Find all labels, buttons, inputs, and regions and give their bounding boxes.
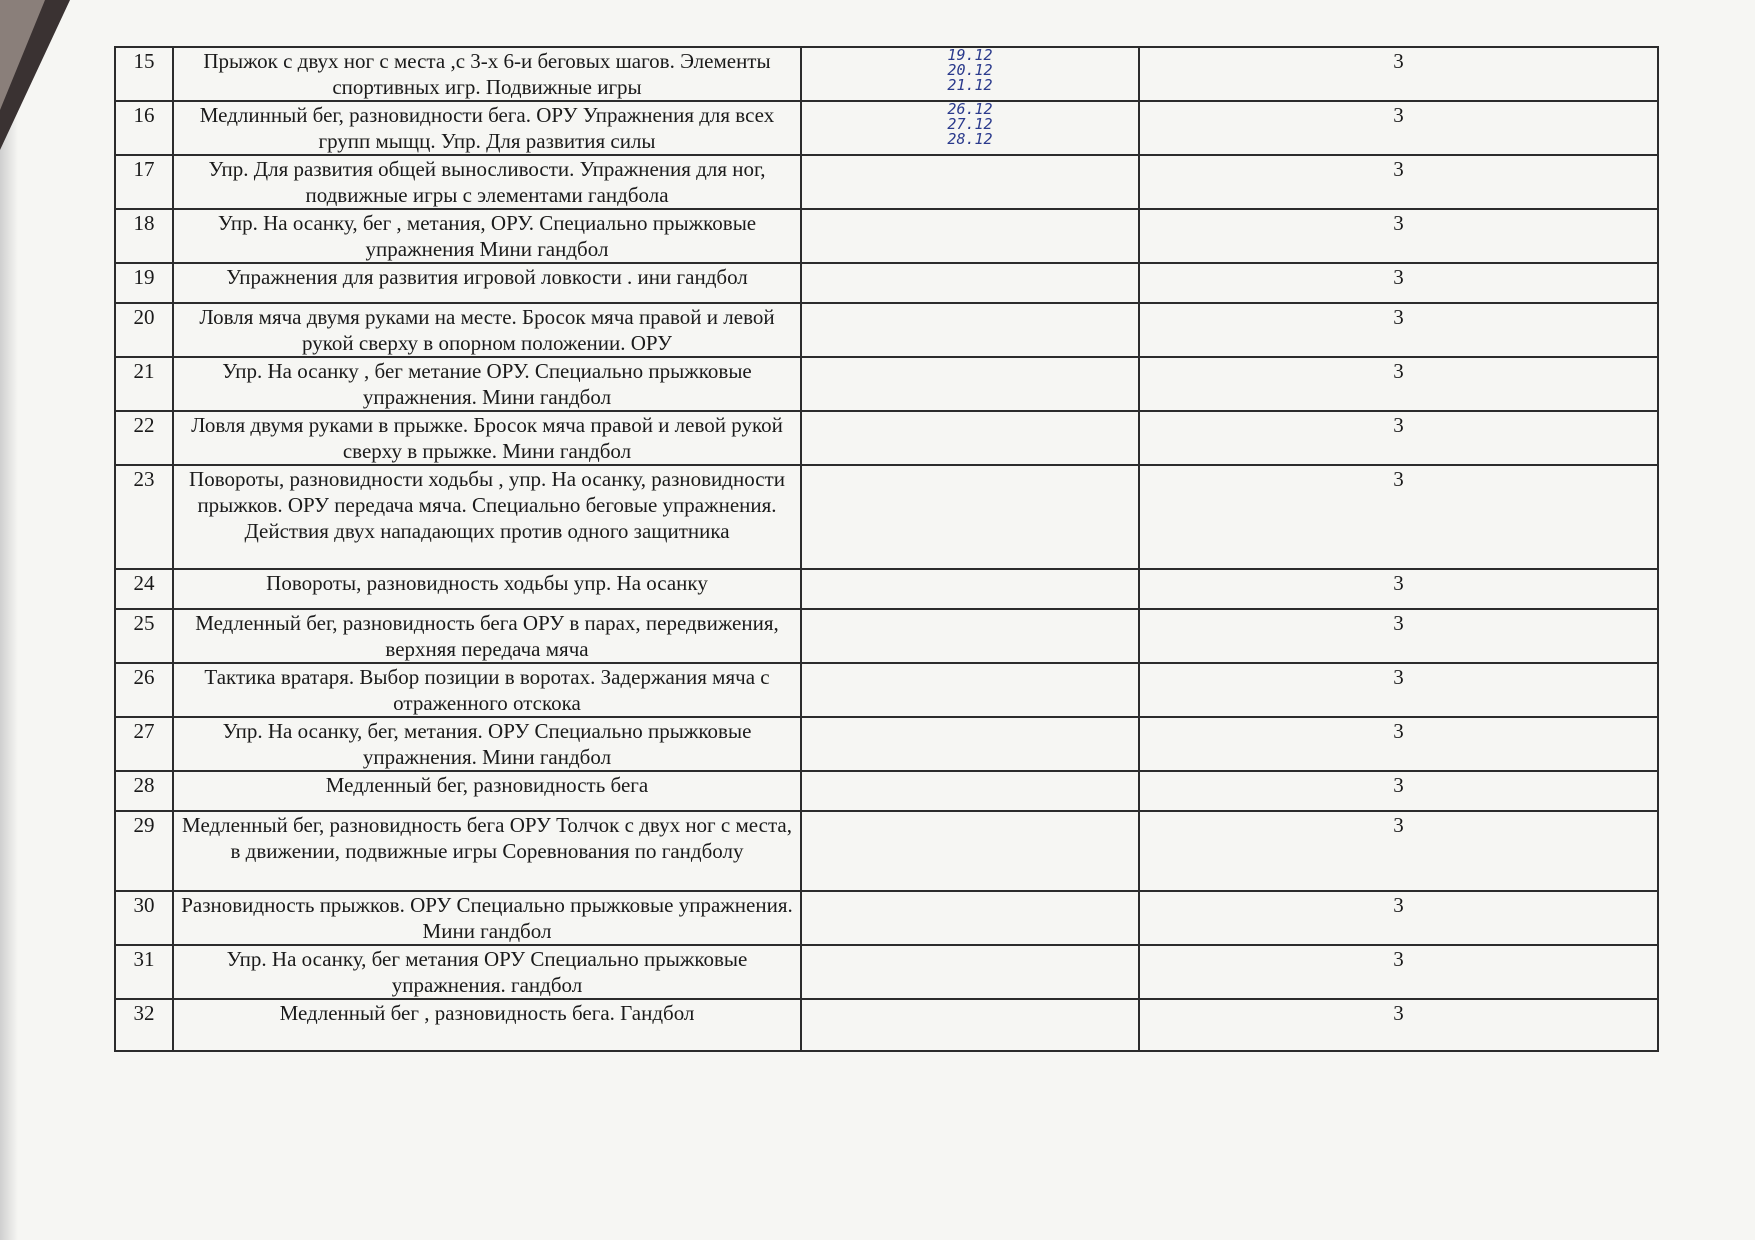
- lesson-row: [115, 465, 1658, 569]
- lesson-row: [115, 101, 1658, 155]
- lesson-hours: 3: [1139, 609, 1658, 663]
- lesson-hours: 3: [1139, 999, 1658, 1051]
- lesson-row: [115, 999, 1658, 1051]
- lesson-topic: Медленный бег, разновидность бега ОРУ в парах, передвижения, верхняя передача мяча: [173, 609, 801, 663]
- lesson-dates: [801, 303, 1139, 357]
- lesson-row: [115, 411, 1658, 465]
- lesson-hours: 3: [1139, 465, 1658, 569]
- lesson-topic: Повороты, разновидности ходьбы , упр. На осанку, разновидности прыжков. ОРУ передача мяча. Специально беговые упражнения. Действия двух нападающих против одного защитника: [173, 465, 801, 569]
- lesson-number: 19: [115, 263, 173, 303]
- lesson-number: 32: [115, 999, 173, 1051]
- lesson-row: [115, 663, 1658, 717]
- lesson-hours: 3: [1139, 569, 1658, 609]
- lesson-dates: [801, 717, 1139, 771]
- handwritten-date: 20.12: [947, 61, 993, 79]
- lesson-dates: [801, 609, 1139, 663]
- lesson-row: [115, 263, 1658, 303]
- page-edge-shadow: [0, 0, 18, 1240]
- lesson-topic: Упр. На осанку, бег , метания, ОРУ. Специально прыжковые упражнения Мини гандбол: [173, 209, 801, 263]
- lesson-hours: 3: [1139, 357, 1658, 411]
- lesson-dates: [801, 811, 1139, 891]
- lesson-topic: Медлинный бег, разновидности бега. ОРУ Упражнения для всех групп мыщц. Упр. Для развития силы: [173, 101, 801, 155]
- lesson-topic: Упр. На осанку, бег, метания. ОРУ Специально прыжковые упражнения. Мини гандбол: [173, 717, 801, 771]
- lesson-dates: [801, 465, 1139, 569]
- lesson-topic: Повороты, разновидность ходьбы упр. На осанку: [173, 569, 801, 609]
- lesson-dates: [801, 771, 1139, 811]
- lesson-hours: 3: [1139, 47, 1658, 101]
- lesson-number: 23: [115, 465, 173, 569]
- lesson-hours: 3: [1139, 811, 1658, 891]
- lesson-plan-table: [114, 46, 1659, 1052]
- handwritten-date: 19.12: [947, 46, 993, 64]
- lesson-topic: Прыжок с двух ног с места ,с 3-х 6-и беговых шагов. Элементы спортивных игр. Подвижные игры: [173, 47, 801, 101]
- lesson-number: 21: [115, 357, 173, 411]
- lesson-hours: 3: [1139, 209, 1658, 263]
- lesson-number: 18: [115, 209, 173, 263]
- lesson-hours: 3: [1139, 891, 1658, 945]
- lesson-number: 24: [115, 569, 173, 609]
- lesson-hours: 3: [1139, 717, 1658, 771]
- lesson-row: [115, 771, 1658, 811]
- lesson-topic: Медленный бег, разновидность бега ОРУ Толчок с двух ног с места, в движении, подвижные игры Соревнования по гандболу: [173, 811, 801, 891]
- lesson-number: 29: [115, 811, 173, 891]
- lesson-topic: Медленный бег, разновидность бега: [173, 771, 801, 811]
- lesson-number: 20: [115, 303, 173, 357]
- lesson-topic: Ловля двумя руками в прыжке. Бросок мяча правой и левой рукой сверху в прыжке. Мини гандбол: [173, 411, 801, 465]
- lesson-number: 31: [115, 945, 173, 999]
- lesson-number: 26: [115, 663, 173, 717]
- lesson-row: [115, 811, 1658, 891]
- lesson-row: [115, 303, 1658, 357]
- lesson-topic: Упр. Для развития общей выносливости. Упражнения для ног, подвижные игры с элементами гандбола: [173, 155, 801, 209]
- lesson-topic: Тактика вратаря. Выбор позиции в воротах. Задержания мяча с отраженного отскока: [173, 663, 801, 717]
- lesson-number: 28: [115, 771, 173, 811]
- lesson-dates: [801, 945, 1139, 999]
- handwritten-date: 21.12: [947, 76, 993, 94]
- lesson-row: [115, 209, 1658, 263]
- lesson-topic: Ловля мяча двумя руками на месте. Бросок мяча правой и левой рукой сверху в опорном положении. ОРУ: [173, 303, 801, 357]
- lesson-number: 30: [115, 891, 173, 945]
- lesson-hours: 3: [1139, 771, 1658, 811]
- page-corner-highlight: [0, 0, 45, 110]
- lesson-hours: 3: [1139, 155, 1658, 209]
- lesson-hours: 3: [1139, 101, 1658, 155]
- lesson-row: [115, 891, 1658, 945]
- lesson-row: [115, 569, 1658, 609]
- lesson-dates: [801, 263, 1139, 303]
- lesson-dates: [801, 209, 1139, 263]
- handwritten-date: 26.12: [947, 100, 993, 118]
- lesson-plan-body: [115, 47, 1658, 1051]
- lesson-dates: [801, 101, 1139, 155]
- lesson-topic: Упражнения для развития игровой ловкости . ини гандбол: [173, 263, 801, 303]
- lesson-dates: [801, 357, 1139, 411]
- lesson-dates: [801, 663, 1139, 717]
- lesson-number: 22: [115, 411, 173, 465]
- lesson-hours: 3: [1139, 263, 1658, 303]
- lesson-number: 27: [115, 717, 173, 771]
- lesson-dates: [801, 891, 1139, 945]
- lesson-row: [115, 609, 1658, 663]
- lesson-row: [115, 945, 1658, 999]
- lesson-topic: Медленный бег , разновидность бега. Гандбол: [173, 999, 801, 1051]
- lesson-dates: [801, 411, 1139, 465]
- lesson-row: [115, 717, 1658, 771]
- lesson-topic: Разновидность прыжков. ОРУ Специально прыжковые упражнения. Мини гандбол: [173, 891, 801, 945]
- lesson-number: 16: [115, 101, 173, 155]
- lesson-dates: [801, 999, 1139, 1051]
- lesson-dates: [801, 569, 1139, 609]
- lesson-row: [115, 357, 1658, 411]
- lesson-dates: [801, 155, 1139, 209]
- lesson-number: 25: [115, 609, 173, 663]
- lesson-hours: 3: [1139, 411, 1658, 465]
- lesson-hours: 3: [1139, 945, 1658, 999]
- lesson-row: [115, 155, 1658, 209]
- lesson-dates: [801, 47, 1139, 101]
- lesson-row: [115, 47, 1658, 101]
- lesson-topic: Упр. На осанку , бег метание ОРУ. Специально прыжковые упражнения. Мини гандбол: [173, 357, 801, 411]
- handwritten-date: 28.12: [947, 130, 993, 148]
- lesson-topic: Упр. На осанку, бег метания ОРУ Специально прыжковые упражнения. гандбол: [173, 945, 801, 999]
- lesson-hours: 3: [1139, 663, 1658, 717]
- lesson-number: 17: [115, 155, 173, 209]
- handwritten-date: 27.12: [947, 115, 993, 133]
- lesson-hours: 3: [1139, 303, 1658, 357]
- lesson-number: 15: [115, 47, 173, 101]
